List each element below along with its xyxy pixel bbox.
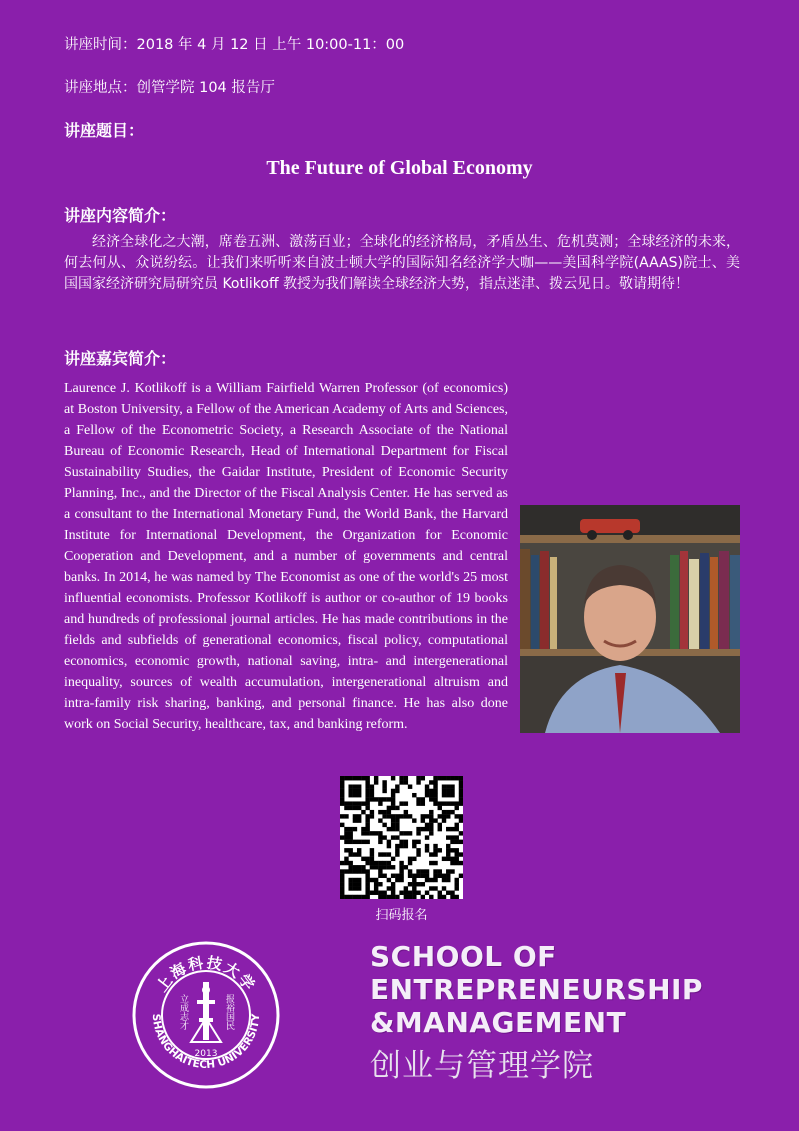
logo-motto-right: 报裕国民 (224, 994, 234, 1030)
intro-paragraph: 经济全球化之大潮，席卷五洲、激荡百业；全球化的经济格局，矛盾丛生、危机莫测；全球经济的未来，何去何从、众说纷纭。让我们来听听来自波士顿大学的国际知名经济学大咖——美国科学院(AAAS)院士、美国国家经济研究局研究员 Kotlikoff 教授为我们解读全球经济大势，指点迷津、拨云见日。敬请期待！ (64, 234, 740, 292)
logo-motto-left: 立成志才 (178, 994, 188, 1030)
logo-text-en: SHANGHAITECH UNIVERSITY (149, 1013, 263, 1072)
lecture-time: 讲座时间：2018 年 4 月 12 日 上午 10:00-11：00 (64, 37, 405, 53)
qr-code[interactable] (340, 776, 463, 899)
speaker-photo (520, 505, 740, 733)
guest-heading: 讲座嘉宾简介： (64, 349, 177, 368)
logo-text-cn: 上海科技大学 (152, 953, 260, 996)
speaker-bio (64, 378, 740, 737)
logo-year: 2013 (194, 1049, 218, 1059)
qr-caption: 扫码报名 (375, 908, 428, 923)
school-name-cn: 创业与管理学院 (370, 1048, 594, 1084)
intro-heading: 讲座内容简介： (64, 206, 177, 225)
registration-qr[interactable] (340, 776, 463, 923)
talk-title: The Future of Global Economy (266, 157, 533, 179)
lecture-venue: 讲座地点：创管学院 104 报告厅 (64, 80, 275, 96)
topic-heading: 讲座题目： (64, 121, 145, 140)
school-name-en: SCHOOL OF ENTREPRENEURSHIP &MANAGEMENT (370, 940, 703, 1039)
university-logo (131, 940, 281, 1090)
speaker-bio-text: Laurence J. Kotlikoff is a William Fairfield Warren Professor (of economics) at Boston University, a Fellow of the American Academy of Arts and Sciences, a Fellow of the Econometric Society, a Research Associate of the National Bureau of Economic Research, Head of International Department for Fiscal Sustainability Studies, the Gaidar Institute, President of Economic Security Planning, Inc., and the Director of the Fiscal Analysis Center. He has served as a consultant to the International Monetary Fund, the World Bank, the Harvard Institute for International Development, the Organization for Economic Cooperation and Development, and a number of governments and central banks. In 2014, he was named by The Economist as one of the world's 25 most influential economists. Professor Kotlikoff is author or co-author of 19 books and hundreds of professional journal articles. He has made contributions in the fields and subfields of generational economics, fiscal policy, computational economics, economic growth, national saving, intra- and intergenerational inequality, sources of wealth accumulation, intergenerational altruism and intra-family risk sharing, banking, and personal finance. He has also done work on Social Security, healthcare, tax, and banking reform. (64, 381, 508, 732)
